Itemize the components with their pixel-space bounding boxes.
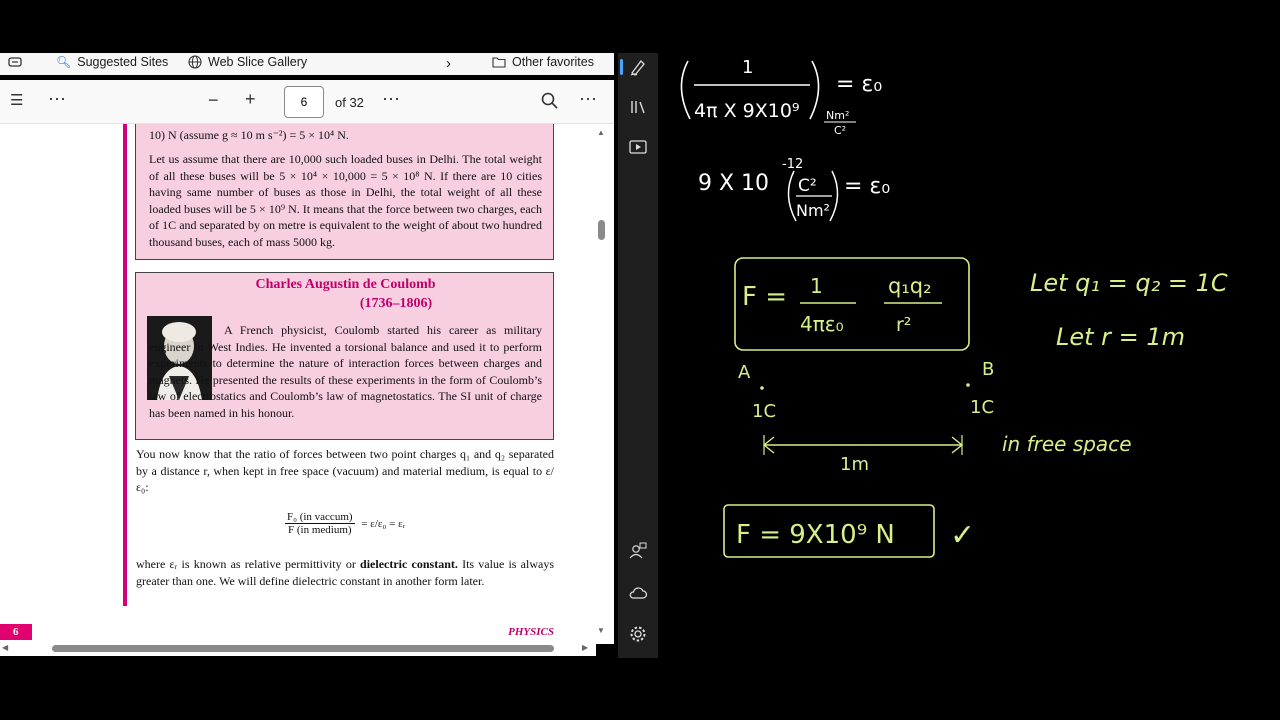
library-icon[interactable] [628,97,648,117]
bio-years: (1736–1806) [359,296,433,311]
search-icon[interactable] [541,92,558,112]
scroll-down-icon[interactable]: ▼ [597,626,605,635]
example-paragraph: Let us assume that there are 10,000 such loaded buses in Delhi. The total weight of all these buses will be 5 × 10⁴ × 10,000 = 5 × 10⁸ N. If there are 10 cities having same number of buses as those in Delhi, the total weight of all these loaded buses will be 5 × 10⁹ N. It means that the force between two charges, each of 1C and separated by on metre is equivalent to the weight of about two hundred thousand buses, each of mass 5000 kg. [149,152,542,249]
folder-icon [492,55,506,69]
point-b-label: B [982,359,995,380]
eq1-unit-num: Nm² [826,109,850,122]
settings-more-icon[interactable]: ⋯ [579,89,597,109]
eq1-unit-den: C² [834,124,847,137]
check-mark: ✓ [950,518,976,553]
formula-distance: r² [896,314,912,336]
favorites-bar [0,53,614,75]
page-margin-bar [123,124,127,606]
settings-gear-icon[interactable] [628,624,648,644]
footer-subject: PHYSICS [508,626,554,638]
media-icon[interactable] [628,137,648,157]
example-top-line: 10) N (assume g ≈ 10 m s⁻²) = 5 × 10⁴ N. [149,128,349,142]
globe-icon [188,55,202,69]
paren-right [810,61,819,119]
formula-lhs: F = [742,282,788,312]
zoom-in-button[interactable]: + [245,89,256,109]
chevron-right-icon[interactable]: › [446,55,451,72]
eq-numerator: F₀ (in vaccum) [287,511,353,523]
page-total-label: of 32 [335,95,364,110]
dielectric-paragraph [136,556,554,589]
vertical-scroll-thumb[interactable] [598,220,605,240]
scroll-left-icon[interactable]: ◀ [2,643,9,652]
favorite-label: Suggested Sites [77,55,169,69]
whiteboard-canvas[interactable] [660,53,1280,660]
scroll-up-icon[interactable]: ▲ [597,128,605,137]
formula-num: 1 [810,274,823,298]
bio-name: Charles Augustin de Coulomb [255,277,436,292]
horizontal-scrollbar[interactable] [0,642,596,656]
browser-sidebar [618,53,658,658]
search-icon: 🔍︎ [56,55,72,69]
page-number-input[interactable] [284,86,324,118]
favorite-suggested-sites[interactable] [56,55,168,69]
charge-b-value: 1C [970,397,995,418]
pdf-toolbar [0,80,614,124]
eq-denominator: F (in medium) [287,524,352,536]
charge-a-value: 1C [752,401,777,422]
favorite-label: Web Slice Gallery [208,55,308,69]
eq1-numerator: 1 [742,57,754,78]
eq2-unit-num: C² [798,176,817,196]
result-formula: F = 9X10⁹ N [736,520,895,550]
vertical-scrollbar[interactable] [596,124,610,644]
dielectric-text-b: Its value is always greater than one. We will define dielectric constant in another form later. [136,557,554,588]
paren-left [681,61,690,119]
charge-a-dot [760,386,764,390]
eq2-lhs: 9 X 10 [698,171,770,196]
active-indicator [620,59,623,75]
dielectric-text-a: where εᵣ is known as relative permittivity or [136,557,361,571]
ratio-paragraph: You now know that the ratio of forces between two point charges q₁ and q₂ separated by a distance r, when kept in free space (vacuum) and material medium, is equal to ε/ε₀: [136,447,554,495]
pdf-page [0,124,614,644]
favorite-other-favorites[interactable] [492,55,594,69]
formula-charges: q₁q₂ [888,274,932,298]
favorite-label: Other favorites [512,55,594,69]
formula-den: 4πε₀ [800,312,844,336]
contents-list-icon[interactable]: ☰ [10,92,24,109]
distance-label: 1m [840,454,869,475]
charge-b-dot [966,383,970,387]
bio-text: A French physicist, Coulomb started his career as military engineer in West Indies. He invented a torsional balance and used it to perform experiments to determine the nature of interaction forces between charges and magnets. He presented the results of these experiments in the form of Coulomb’s law of electrostatics and Coulomb’s law of magnetostatics. The SI unit of charge has been named in his honour. [149,323,542,420]
let-distance: Let r = 1m [1056,323,1186,351]
eq1-rhs: = ε₀ [836,72,883,97]
horizontal-scroll-thumb[interactable] [52,645,554,652]
buses-example-box [135,124,554,260]
eq2-exponent: -12 [782,157,804,172]
more-icon[interactable]: ⋯ [48,89,66,109]
eq2-rhs: = ε₀ [844,174,891,199]
person-chat-icon[interactable] [628,541,648,561]
eq2-unit-den: Nm² [796,201,830,220]
cloud-icon[interactable] [628,583,648,603]
favorite-web-slice-gallery[interactable] [188,55,307,69]
coulomb-bio-box [135,272,554,440]
tab-actions-icon[interactable] [8,55,22,69]
eq-rhs: = ε/ε₀ = εᵣ [361,517,406,530]
dielectric-term: dielectric constant. [360,557,458,571]
eq1-denominator: 4π X 9X10⁹ [694,100,800,122]
drawing-pen-icon[interactable] [628,57,648,77]
ratio-equation [285,511,405,536]
more-tools-icon[interactable]: ⋯ [382,89,400,109]
medium-label: in free space [1002,432,1132,456]
page-number-badge: 6 [0,624,32,640]
zoom-out-button[interactable]: − [208,90,219,110]
scroll-right-icon[interactable]: ▶ [582,643,589,652]
eq2-paren-left [788,171,796,221]
let-charges: Let q₁ = q₂ = 1C [1030,269,1228,297]
point-a-label: A [738,362,751,383]
